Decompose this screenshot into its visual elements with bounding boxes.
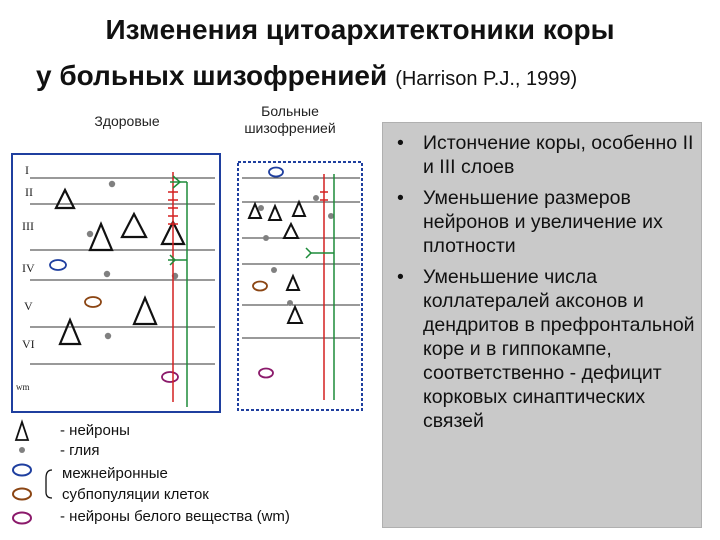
glia-dot [87,231,93,237]
schizophrenia-cortex-diagram [236,160,366,415]
neuron-triangle [56,190,74,208]
layer-label: III [22,219,34,233]
bullet-dot-icon: • [397,132,404,154]
bullet-text: Уменьшение размеров нейронов и увеличение их плотности [423,187,663,257]
title-citation: (Harrison P.J., 1999) [395,68,578,90]
glia-dot [109,181,115,187]
bullet-item [393,131,695,179]
layer-label: wm [16,382,30,392]
column-header-healthy: Здоровые [94,113,160,129]
neuron-triangle [287,276,299,290]
bullet-text: Истончение коры, особенно II и III слоев [423,132,694,178]
title-main: у больных шизофренией [36,60,388,91]
interneuron-oval [85,297,101,307]
neuron-triangle [284,224,298,238]
legend-wm-neuron [13,513,31,524]
legend-glia-dot [19,447,25,453]
interneuron-oval [50,260,66,270]
bullet-item [393,186,695,258]
bullet-text: Уменьшение числа коллатералей аксонов и дендритов в префронтальной коре и в гиппокампе, соответственно - дефицит корковых синаптических связей [423,266,695,432]
layer-label: VI [22,337,35,351]
legend-interneuron-brown [13,489,31,500]
bullet-dot-icon: • [397,187,404,209]
legend-interneurons-1: межнейронные [62,465,168,482]
glia-dot [104,271,110,277]
legend-symbols [8,418,58,528]
neuron-triangle [122,214,146,237]
neuron-triangle [60,320,80,344]
layer-label: II [25,185,33,199]
legend-glia: - глия [60,442,100,459]
legend-neuron-triangle [16,422,28,440]
bullet-dot-icon: • [397,266,404,288]
legend-brace [46,470,52,498]
neuron-triangle [90,224,112,250]
slide-title-line2 [36,60,716,92]
bullet-item [393,265,695,433]
layer-label: V [24,299,33,313]
healthy-cortex-diagram [10,152,225,417]
summary-box [382,122,702,528]
layer-label: IV [22,261,35,275]
neuron-triangle [269,206,281,220]
neuron-triangle [293,202,305,216]
legend-neurons: - нейроны [60,422,130,439]
slide-title-line1: Изменения цитоархитектоники коры [105,14,615,45]
legend-interneuron-blue [13,465,31,476]
neuron-triangle [134,298,156,324]
glia-dot [105,333,111,339]
neuron-triangle [288,307,302,323]
column-header-patients: Больные шизофренией [244,103,336,136]
layer-label: I [25,163,29,177]
wm-neuron-oval [162,372,178,382]
legend-wm-neurons: - нейроны белого вещества (wm) [60,508,290,525]
legend-interneurons-2: субпопуляции клеток [62,486,209,503]
